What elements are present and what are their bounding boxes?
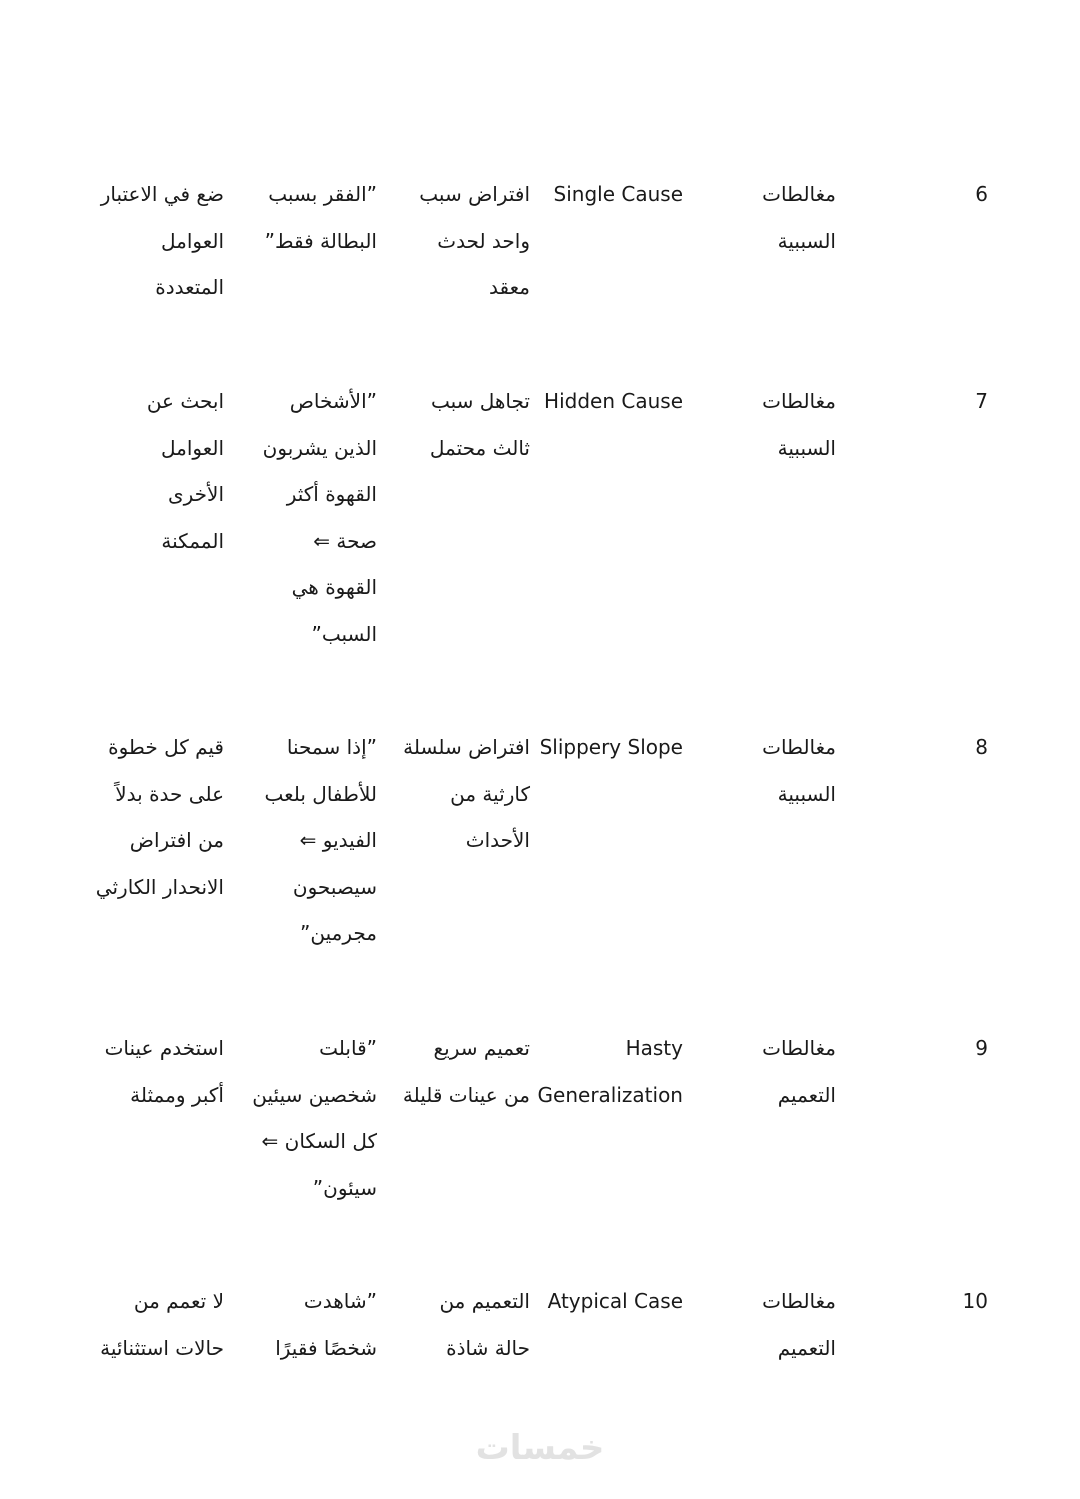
fallacy-english-name: Hidden Cause	[544, 389, 683, 413]
fallacy-example: ”قابلت شخصين سيئين كل السكان ⇐ سيئون”	[252, 1036, 377, 1200]
row-number: 7	[975, 389, 988, 413]
fallacy-category: مغالطات التعميم	[762, 1036, 836, 1107]
fallacy-definition: افتراض سبب واحد لحدث معقد	[419, 182, 530, 299]
fallacy-definition: افتراض سلسلة كارثية من الأحداث	[403, 735, 530, 852]
fallacy-category: مغالطات السببية	[762, 182, 836, 253]
fallacy-definition: تعميم سريع من عينات قليلة	[402, 1036, 530, 1107]
khamsat-watermark-logo: خمسات	[475, 1428, 605, 1468]
fallacy-english-name: Slippery Slope	[539, 735, 683, 759]
row-number: 9	[975, 1036, 988, 1060]
fallacy-category: مغالطات السببية	[762, 389, 836, 460]
row-number: 6	[975, 182, 988, 206]
fallacy-remedy: استخدم عينات أكبر وممثلة	[104, 1036, 224, 1107]
fallacy-english-name: Single Cause	[553, 182, 683, 206]
row-number: 10	[962, 1289, 988, 1313]
fallacy-remedy: قيم كل خطوة على حدة بدلاً من افتراض الانحدار الكارثي	[95, 735, 224, 899]
fallacy-remedy: ابحث عن العوامل الأخرى الممكنة	[146, 389, 224, 553]
fallacy-definition: تجاهل سبب ثالث محتمل	[429, 389, 530, 460]
fallacy-category: مغالطات السببية	[762, 735, 836, 806]
fallacy-remedy: لا تعمم من حالات استثنائية	[100, 1289, 224, 1360]
fallacy-english-name: Hasty Generalization	[537, 1036, 683, 1107]
fallacy-example: ”شاهدت شخصًا فقيرًا	[275, 1289, 377, 1360]
fallacy-category: مغالطات التعميم	[762, 1289, 836, 1360]
row-number: 8	[975, 735, 988, 759]
fallacy-remedy: ضع في الاعتبار العوامل المتعددة	[100, 182, 224, 299]
fallacy-example: ”الأشخاص الذين يشربون القهوة أكثر صحة ⇐ القهوة هي السبب”	[262, 389, 377, 646]
fallacy-english-name: Atypical Case	[547, 1289, 683, 1313]
fallacy-definition: التعميم من حالة شاذة	[439, 1289, 530, 1360]
fallacy-example: ”إذا سمحنا للأطفال بلعب الفيديو ⇐ سيصبحون مجرمين”	[264, 735, 377, 945]
fallacy-example: ”الفقر بسبب البطالة فقط”	[264, 182, 377, 253]
